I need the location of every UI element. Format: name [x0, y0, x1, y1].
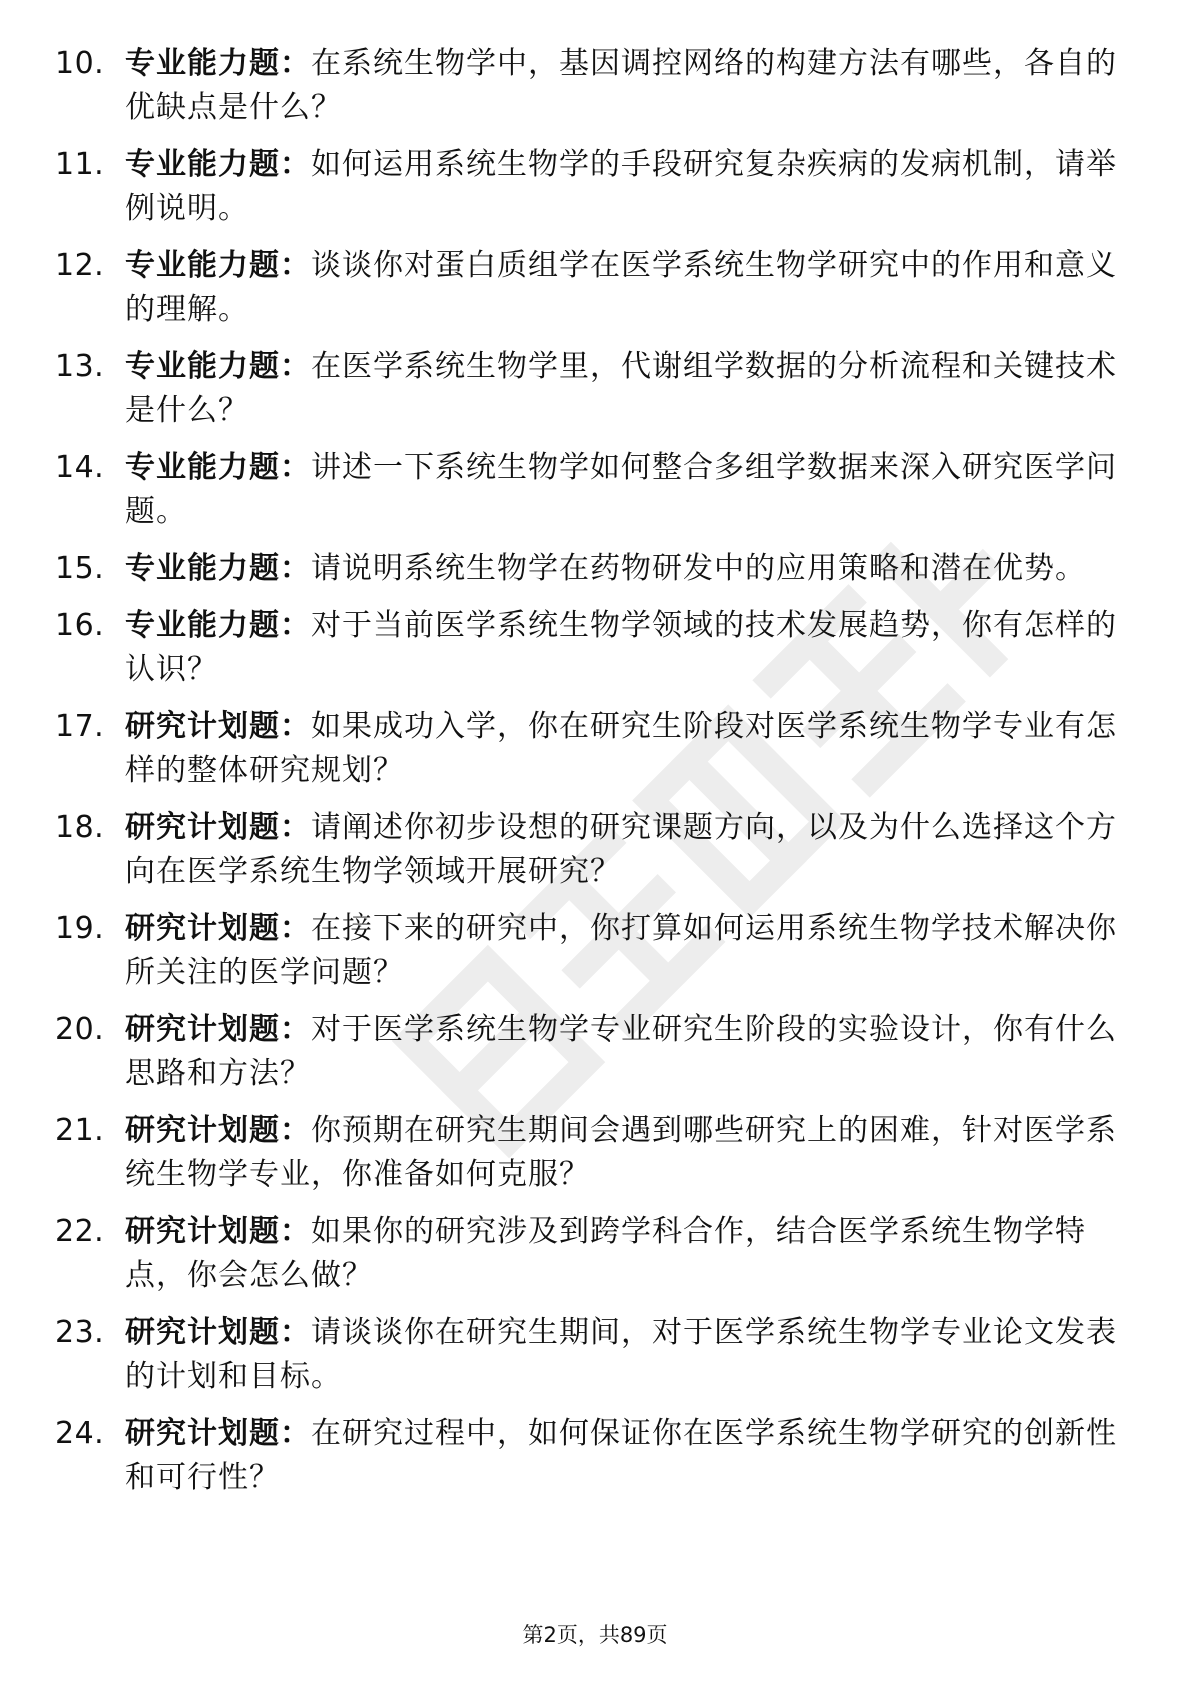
question-item — [55, 143, 1135, 231]
question-text — [125, 1210, 1135, 1298]
question-category: 研究计划题： — [125, 1214, 311, 1249]
question-number: 13. — [55, 349, 105, 384]
question-text — [125, 42, 1135, 130]
question-body: 请谈谈你在研究生期间，对于医学系统生物学专业论文发表的计划和目标。 — [125, 1315, 1117, 1394]
question-body: 谈谈你对蛋白质组学在医学系统生物学研究中的作用和意义的理解。 — [125, 248, 1117, 327]
question-list — [55, 42, 1135, 1513]
question-number: 20. — [55, 1012, 105, 1047]
question-text — [125, 1311, 1135, 1399]
question-category: 研究计划题： — [125, 1012, 311, 1047]
question-category: 研究计划题： — [125, 709, 311, 744]
question-number: 19. — [55, 911, 105, 946]
question-body: 在接下来的研究中，你打算如何运用系统生物学技术解决你所关注的医学问题？ — [125, 911, 1117, 990]
question-item — [55, 705, 1135, 793]
question-text — [125, 1109, 1135, 1197]
question-body: 在医学系统生物学里，代谢组学数据的分析流程和关键技术是什么？ — [125, 349, 1117, 428]
question-body: 讲述一下系统生物学如何整合多组学数据来深入研究医学问题。 — [125, 450, 1117, 529]
question-body: 在系统生物学中，基因调控网络的构建方法有哪些，各自的优缺点是什么？ — [125, 46, 1117, 125]
question-number: 11. — [55, 147, 105, 182]
question-text — [125, 143, 1135, 231]
question-body: 对于医学系统生物学专业研究生阶段的实验设计，你有什么思路和方法？ — [125, 1012, 1117, 1091]
question-number: 23. — [55, 1315, 105, 1350]
question-text — [125, 547, 1135, 591]
question-item — [55, 345, 1135, 433]
question-category: 专业能力题： — [125, 248, 311, 283]
question-category: 研究计划题： — [125, 1315, 311, 1350]
question-category: 专业能力题： — [125, 349, 311, 384]
question-text — [125, 705, 1135, 793]
question-text — [125, 806, 1135, 894]
question-number: 22. — [55, 1214, 105, 1249]
question-text — [125, 345, 1135, 433]
question-text — [125, 446, 1135, 534]
question-body: 在研究过程中，如何保证你在医学系统生物学研究的创新性和可行性？ — [125, 1416, 1117, 1495]
question-category: 专业能力题： — [125, 608, 311, 643]
question-number: 21. — [55, 1113, 105, 1148]
question-body: 请说明系统生物学在药物研发中的应用策略和潜在优势。 — [311, 551, 1086, 586]
question-item — [55, 604, 1135, 692]
page-number: 第2页，共89页 — [522, 1623, 668, 1647]
question-item — [55, 1109, 1135, 1197]
question-item — [55, 1311, 1135, 1399]
question-body: 如果成功入学，你在研究生阶段对医学系统生物学专业有怎样的整体研究规划？ — [125, 709, 1117, 788]
question-item — [55, 42, 1135, 130]
question-number: 16. — [55, 608, 105, 643]
question-text — [125, 907, 1135, 995]
question-category: 专业能力题： — [125, 46, 311, 81]
question-text — [125, 244, 1135, 332]
question-number: 17. — [55, 709, 105, 744]
question-number: 24. — [55, 1416, 105, 1451]
question-number: 10. — [55, 46, 105, 81]
question-item — [55, 244, 1135, 332]
question-item — [55, 1210, 1135, 1298]
question-number: 12. — [55, 248, 105, 283]
question-text — [125, 1008, 1135, 1096]
question-category: 研究计划题： — [125, 1416, 311, 1451]
question-number: 18. — [55, 810, 105, 845]
question-number: 15. — [55, 551, 105, 586]
question-category: 专业能力题： — [125, 147, 311, 182]
question-body: 你预期在研究生期间会遇到哪些研究上的困难，针对医学系统生物学专业，你准备如何克服？ — [125, 1113, 1117, 1192]
question-category: 研究计划题： — [125, 810, 311, 845]
question-body: 请阐述你初步设想的研究课题方向，以及为什么选择这个方向在医学系统生物学领域开展研究？ — [125, 810, 1117, 889]
question-item — [55, 1008, 1135, 1096]
question-item — [55, 547, 1135, 591]
question-body: 如果你的研究涉及到跨学科合作，结合医学系统生物学特点，你会怎么做？ — [125, 1214, 1086, 1293]
question-body: 如何运用系统生物学的手段研究复杂疾病的发病机制，请举例说明。 — [125, 147, 1117, 226]
question-item — [55, 1412, 1135, 1500]
question-text — [125, 604, 1135, 692]
question-category: 专业能力题： — [125, 551, 311, 586]
question-item — [55, 446, 1135, 534]
question-category: 研究计划题： — [125, 911, 311, 946]
question-item — [55, 907, 1135, 995]
question-category: 专业能力题： — [125, 450, 311, 485]
question-category: 研究计划题： — [125, 1113, 311, 1148]
question-text — [125, 1412, 1135, 1500]
question-item — [55, 806, 1135, 894]
question-body: 对于当前医学系统生物学领域的技术发展趋势，你有怎样的认识？ — [125, 608, 1117, 687]
question-number: 14. — [55, 450, 105, 485]
